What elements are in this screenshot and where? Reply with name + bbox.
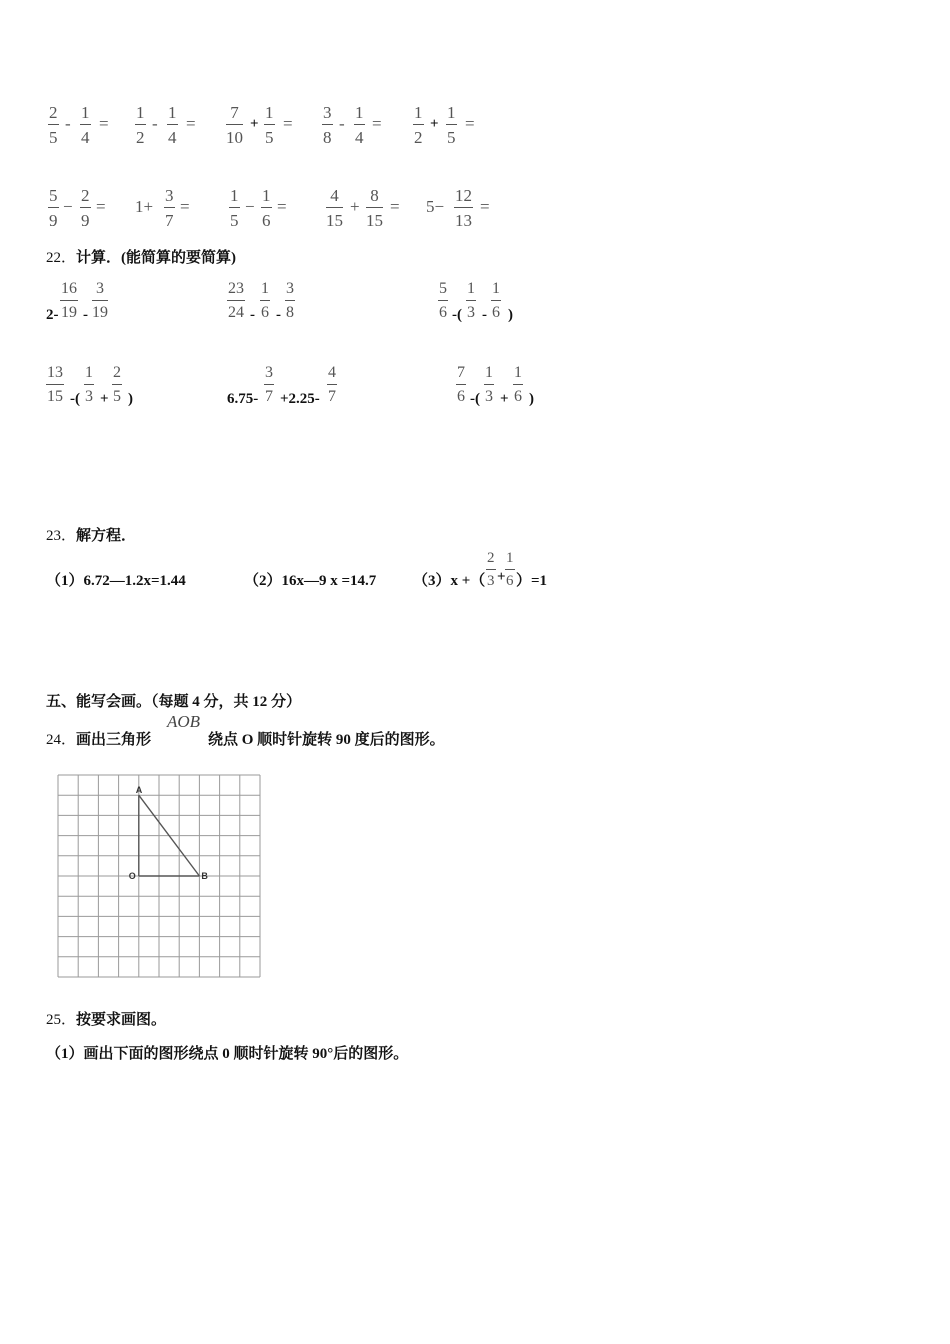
fraction: 23 24	[228, 280, 244, 321]
operator: −	[245, 197, 255, 216]
lead-term: 1+	[135, 197, 154, 216]
equation-1: （1）6.72—1.2x=1.44	[46, 573, 186, 589]
equals: =	[180, 197, 190, 216]
fraction: 4 7	[328, 364, 336, 405]
fraction: 1 2	[136, 103, 145, 147]
fraction: 16 19	[61, 280, 77, 321]
math-aob: AOB	[167, 712, 201, 731]
fraction: 1 6	[262, 186, 271, 230]
label-o: O	[128, 871, 136, 881]
fraction: 1 4	[81, 103, 90, 147]
fraction: 13 15	[47, 364, 63, 405]
question-22-heading: 22．计算．(能简算的要简算)	[46, 250, 237, 266]
fraction: 2 5	[49, 103, 58, 147]
operator: +	[350, 197, 360, 216]
fraction: 1 5	[265, 103, 274, 147]
fraction: 2 3	[487, 550, 495, 589]
equals: =	[186, 114, 196, 133]
label-a: A	[135, 785, 143, 796]
equals: =	[372, 114, 382, 133]
lead-term: 5−	[426, 197, 445, 216]
fraction: 1 3	[485, 364, 493, 405]
fraction: 3 7	[265, 364, 273, 405]
fraction: 8 15	[366, 186, 383, 230]
fraction: 5 6	[439, 280, 447, 321]
equals: =	[480, 197, 490, 216]
fraction: 1 4	[355, 103, 364, 147]
fraction: 1 6	[261, 280, 269, 321]
fraction: 3 7	[165, 186, 174, 230]
fraction: 1 5	[447, 103, 456, 147]
fraction: 1 2	[414, 103, 423, 147]
fraction: 1 6	[492, 280, 500, 321]
rotation-grid	[56, 773, 262, 981]
equation-2: （2）16x—9 x =14.7	[244, 573, 377, 589]
fraction: 1 6	[514, 364, 522, 405]
label-b: B	[201, 871, 208, 881]
equals: =	[283, 114, 293, 133]
operator: -	[152, 114, 158, 133]
question-25-sub-1: （1）画出下面的图形绕点 0 顺时针旋转 90°后的图形。	[46, 1046, 409, 1062]
fraction: 3 19	[92, 280, 108, 321]
fraction: 3 8	[286, 280, 294, 321]
fraction: 12 13	[455, 186, 472, 230]
section-5-title: 五、能写会画。（每题 4 分，共 12 分）	[46, 694, 302, 710]
equals: =	[390, 197, 400, 216]
fraction: 1 4	[168, 103, 177, 147]
fraction: 2 9	[81, 186, 90, 230]
equals: =	[465, 114, 475, 133]
fraction: 5 9	[49, 186, 58, 230]
fraction: 1 6	[506, 550, 514, 589]
fraction: 1 3	[85, 364, 93, 405]
operator: -	[65, 114, 71, 133]
fraction: 1 3	[467, 280, 475, 321]
operator: +	[250, 116, 259, 132]
fraction: 7 6	[457, 364, 465, 405]
operator: −	[63, 197, 73, 216]
fraction: 1 5	[230, 186, 239, 230]
equals: =	[277, 197, 287, 216]
question-25-heading: 25．按要求画图。	[46, 1012, 167, 1028]
fraction: 2 5	[113, 364, 121, 405]
equals: =	[99, 114, 109, 133]
question-23-heading: 23．解方程．	[46, 528, 137, 544]
operator: -	[339, 114, 345, 133]
fraction: 3 8	[323, 103, 332, 147]
equals: =	[96, 197, 106, 216]
fraction: 7 10	[226, 103, 243, 147]
fraction: 4 15	[326, 186, 343, 230]
operator: +	[430, 116, 439, 132]
